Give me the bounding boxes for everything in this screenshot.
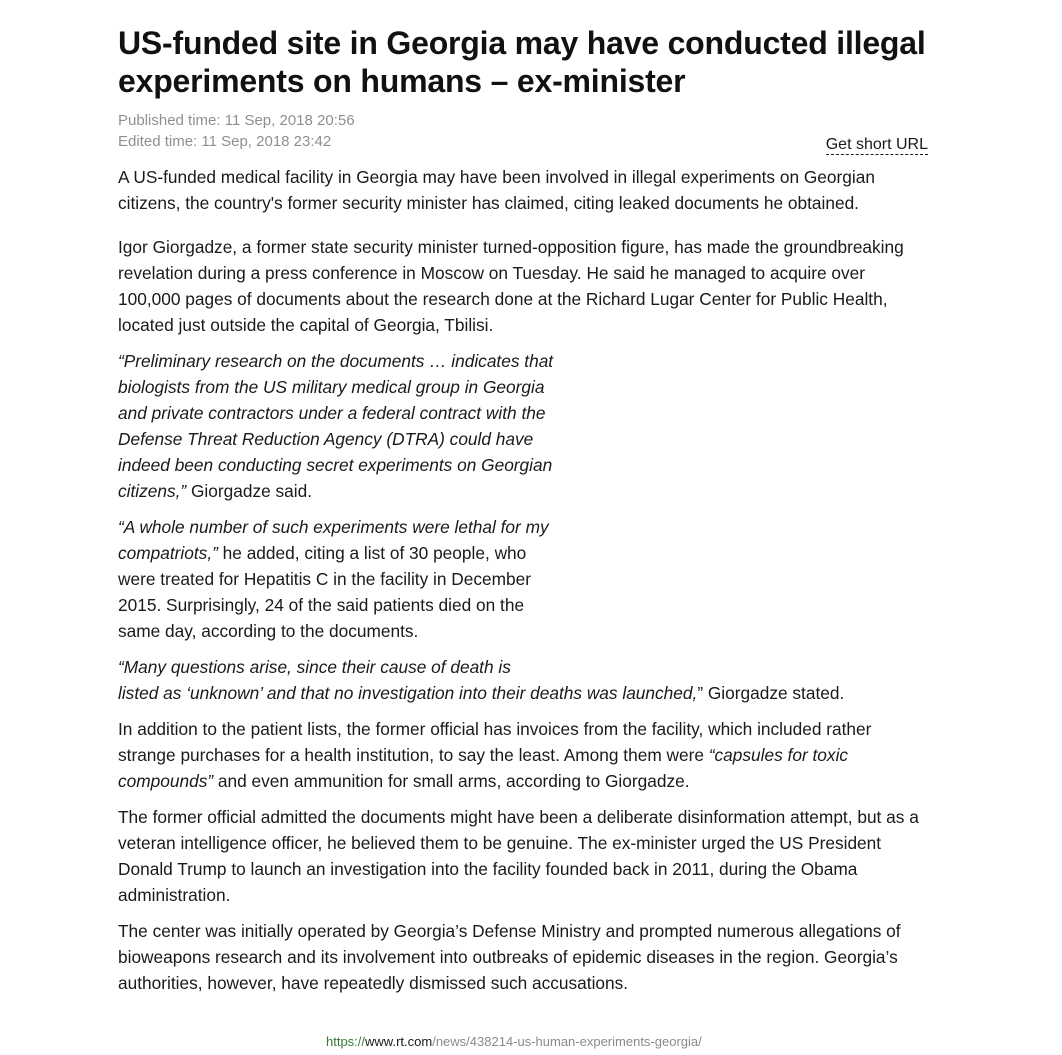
- quote-questions-line2: listed as ‘unknown’ and that no investigation into their deaths was launched,: [118, 683, 698, 703]
- article: [118, 24, 930, 1006]
- source-url: [326, 1034, 702, 1050]
- quote-lethal: “A whole number of such experiments were lethal for my compatriots,”: [118, 517, 549, 563]
- source-url-path: /news/438214-us-human-experiments-georgia/: [432, 1034, 702, 1049]
- quote-questions-attribution: ” Giorgadze stated.: [697, 683, 845, 703]
- article-body: [118, 164, 930, 996]
- quote-questions-line1: “Many questions arise, since their cause of death is: [118, 657, 511, 677]
- quote-research: “Preliminary research on the documents … indicates that biologists from the US military medical group in Georgia and private contractors under a federal contract with the Defense Threat Reduction Agency (DTRA) could have indeed been conducting secret experiments on Georgian citizens,”: [118, 351, 554, 501]
- quote-capsules: “capsules for toxic compounds”: [118, 745, 849, 791]
- invoices-text-b: and even ammunition for small arms, according to Giorgadze.: [213, 771, 690, 791]
- article-meta: [118, 110, 930, 152]
- paragraph-disinformation: The former official admitted the documents might have been a deliberate disinformation attempt, but as a veteran intelligence officer, he believed them to be genuine. The ex-minister urged the US President Donald Trump to launch an investigation into the facility founded back in 2011, during the Obama administration.: [118, 807, 919, 905]
- paragraph-invoices: [118, 716, 930, 794]
- source-url-scheme: https://: [326, 1034, 366, 1049]
- source-url-host: www.rt.com: [365, 1034, 433, 1049]
- article-headline: US-funded site in Georgia may have conducted illegal experiments on humans – ex-minister: [118, 25, 926, 99]
- paragraph-center: The center was initially operated by Georgia’s Defense Ministry and prompted numerous allegations of bioweapons research and its involvement into outbreaks of epidemic diseases in the region. Georgia’s authorities, however, have repeatedly dismissed such accusations.: [118, 921, 901, 993]
- paragraph-intro: A US-funded medical facility in Georgia may have been involved in illegal experiments on Georgian citizens, the country's former security minister has claimed, citing leaked documents he obtained.: [118, 167, 875, 213]
- paragraph-quote-research: [118, 348, 558, 504]
- edited-time: Edited time: 11 Sep, 2018 23:42: [118, 133, 332, 150]
- paragraph-quote-lethal: [118, 514, 558, 644]
- get-short-url-link[interactable]: Get short URL: [825, 136, 928, 153]
- paragraph-giorgadze: Igor Giorgadze, a former state security minister turned-opposition figure, has made the groundbreaking revelation during a press conference in Moscow on Tuesday. He said he managed to acquire over 100,000 pages of documents about the research done at the Richard Lugar Center for Public Health, located just outside the capital of Georgia, Tbilisi.: [118, 237, 904, 335]
- paragraph-quote-questions: [118, 654, 930, 706]
- quote-lethal-context: he added, citing a list of 30 people, who were treated for Hepatitis C in the facility in December 2015. Surprisingly, 24 of the said patients died on the same day, according to the documents.: [118, 543, 532, 641]
- quote-research-attribution: Giorgadze said.: [186, 481, 313, 501]
- published-time: Published time: 11 Sep, 2018 20:56: [118, 112, 355, 129]
- invoices-text-a: In addition to the patient lists, the former official has invoices from the facility, which included rather strange purchases for a health institution, to say the least. Among them were: [118, 719, 872, 765]
